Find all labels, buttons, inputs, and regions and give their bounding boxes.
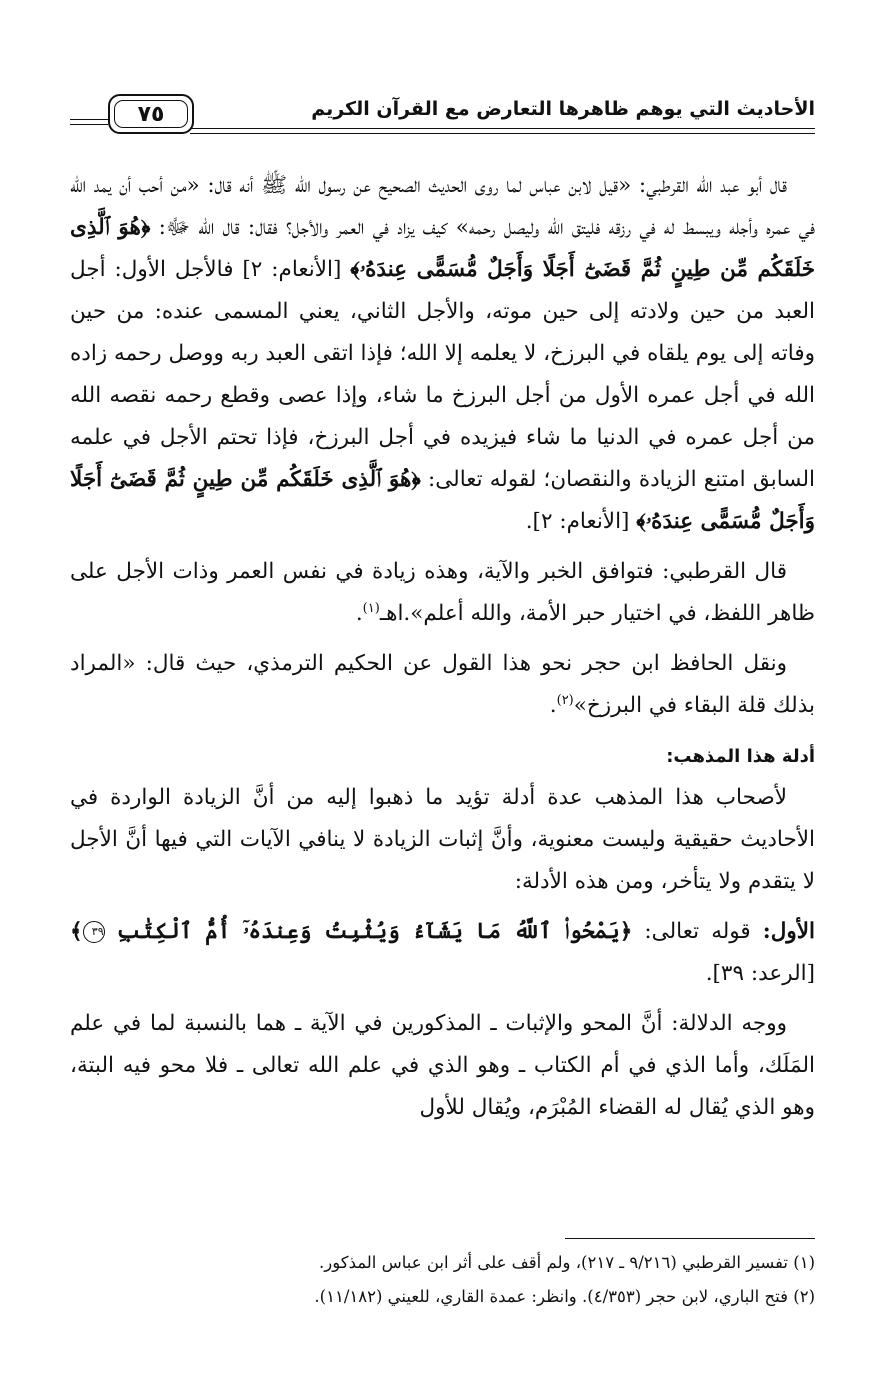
header-rule — [70, 119, 108, 120]
header-title: الأحاديث التي يوهم ظاهرها التعارض مع القرآن الكريم — [311, 98, 815, 120]
main-text — [70, 165, 815, 1129]
running-header — [70, 92, 815, 138]
evidence-label: الأول: — [762, 919, 815, 944]
footnote-separator — [565, 1238, 815, 1239]
text-run: [الأنعام: ٢] فالأجل الأول: أجل العبد من حين ولادته إلى حين موته، والأجل الثاني، يعني المسمى عنده: من حين وفاته إلى يوم يلقاه في البرزخ، لا يعلمه إلا الله؛ فإذا اتقى العبد ربه ووصل رحمه زاده الله في أجل عمره الأول من أجل البرزخ ما شاء، وإذا عصى وقطع رحمه نقصه الله من أجل عمره في الدنيا ما شاء فيزيده في أجل البرزخ، فإذا تحتم الأجل في علمه السابق امتنع الزيادة والنقصان؛ لقوله تعالى: — [70, 257, 815, 492]
header-rule — [190, 133, 815, 134]
text-run: . — [355, 601, 363, 626]
footnote-ref[interactable]: (٢) — [556, 692, 574, 708]
header-rule — [70, 124, 108, 125]
paragraph-qurtubi-quote — [70, 165, 815, 543]
paragraph-first-evidence — [70, 911, 815, 995]
quran-verse: ﴿يَمْحُوا۟ ٱللَّهُ مَا يَشَآءُ وَيُثْبِتُ وَعِندَهُۥٓ أُمُّ ٱلْكِتَٰبِ — [116, 919, 633, 944]
header-rule — [190, 128, 815, 129]
text-run: قال القرطبي: فتوافق الخبر والآية، وهذه زيادة في نفس العمر وذات الأجل على ظاهر اللفظ، في اختيار حبر الأمة، والله أعلم».اهـ — [70, 559, 815, 626]
text-run: [الرعد: ٣٩]. — [705, 961, 815, 986]
page-number: ٧٥ — [137, 101, 165, 127]
quran-bracket: ﴾ — [70, 919, 83, 944]
text-run: [الأنعام: ٢]. — [525, 509, 637, 534]
paragraph-indication: ووجه الدلالة: أنَّ المحو والإثبات ـ المذكورين في الآية ـ هما بالنسبة لما في علم المَلَك، وأما الذي في أم الكتاب ـ وهو الذي في علم الله تعالى ـ فلا محو فيه البتة، وهو الذي يُقال له القضاء المُبْرَم، ويُقال للأول — [70, 1011, 815, 1120]
page-number-frame — [108, 94, 194, 134]
text-run: . — [549, 693, 557, 718]
ayah-number-mark: ٣٩ — [83, 921, 105, 943]
text-run: ونقل الحافظ ابن حجر نحو هذا القول عن الحكيم الترمذي، حيث قال: «المراد بذلك قلة البقاء في البرزخ» — [70, 651, 815, 718]
text-run: قوله تعالى: — [632, 919, 763, 944]
paragraph-evidence-intro: لأصحاب هذا المذهب عدة أدلة تؤيد ما ذهبوا إليه من أنَّ الزيادة الواردة في الأحاديث حقيقية وليست معنوية، وأنَّ إثبات الزيادة لا ينافي الآيات التي فيها أنَّ الأجل لا يتقدم ولا يتأخر، ومن هذه الأدلة: — [70, 785, 815, 894]
section-heading: أدلة هذا المذهب: — [666, 746, 815, 767]
paragraph-ibn-hajar — [70, 643, 815, 727]
paragraph-qurtubi-conclusion — [70, 551, 815, 635]
footnote-ref[interactable]: (١) — [362, 600, 380, 616]
footnote-1: (١) تفسير القرطبي (٩/٢١٦ ـ ٢١٧)، ولم أقف على أثر ابن عباس المذكور. — [318, 1253, 815, 1272]
footnotes — [70, 1246, 815, 1314]
quran-verse: ﴿هُوَ ٱلَّذِى خَلَقَكُم مِّن طِينٍ ثُمَّ قَضَىٰٓ أَجَلًا وَأَجَلٌ مُّسَمًّى عِندَهُۥ﴾ — [70, 215, 815, 282]
quran-verse: ﴿هُوَ ٱلَّذِى خَلَقَكُم مِّن طِينٍ ثُمَّ قَضَىٰٓ أَجَلًا وَأَجَلٌ مُّسَمًّى عِندَهُۥ﴾ — [70, 467, 815, 534]
text-run: قال أبو عبد الله القرطبي: «قيل لابن عباس لما روى الحديث الصحيح عن رسول الله ﷺ أنه قال: «من أحب أن يمد الله في عمره وأجله ويبسط له في رزقه فليتق الله وليصل رحمه» كيف يزاد في العمر والأجل؟ فقال: قال الله ﷻ: — [70, 173, 815, 240]
footnote-2: (٢) فتح الباري، لابن حجر (٤/٣٥٣). وانظر: عمدة القاري، للعيني (١١/١٨٢). — [314, 1287, 815, 1306]
